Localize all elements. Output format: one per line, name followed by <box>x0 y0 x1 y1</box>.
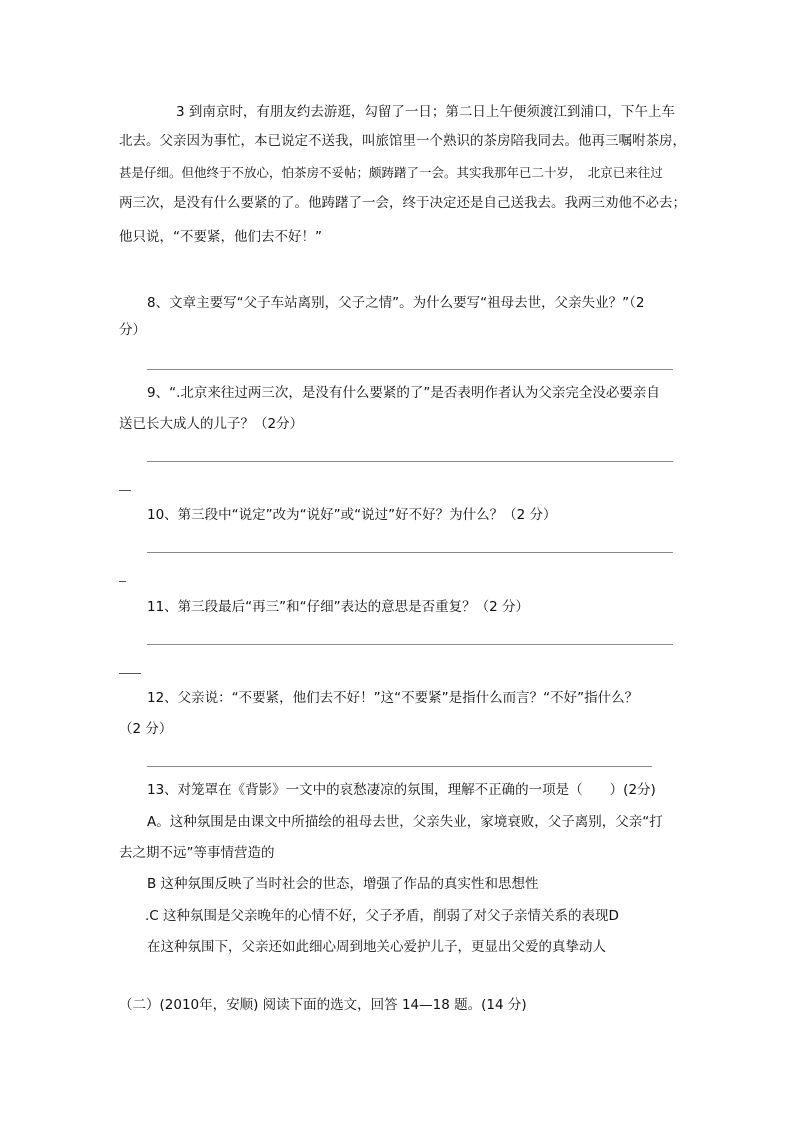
passage-line-1: 3 到南京时，有朋友约去游逛，勾留了一日；第二日上午便须渡江到浦口，下午上车 <box>176 104 675 120</box>
answer-line-11 <box>147 644 673 645</box>
question-12-line-1: 12、父亲说：“不要紧，他们去不好！”这“不要紧”是指什么而言？“不好”指什么？ <box>147 690 639 706</box>
question-8-line-1: 8、文章主要写“父子车站离别，父子之情”。为什么要写“祖母去世，父亲失业？”（2 <box>147 295 645 311</box>
answer-line-10 <box>147 552 673 553</box>
passage-line-2: 北去。父亲因为事忙，本已说定不送我，叫旅馆里一个熟识的茶房陪我同去。他再三嘱咐茶房， <box>119 133 686 149</box>
question-12-line-2: （2 分） <box>119 721 173 737</box>
answer-line-8 <box>147 369 673 370</box>
question-13-stem: 13、对笼罩在《背影》一文中的哀愁凄凉的氛围，理解不正确的一项是（ ）(2分) <box>147 782 656 798</box>
question-13-option-b: B 这种氛围反映了当时社会的世态，增强了作品的真实性和思想性 <box>147 876 539 892</box>
passage-line-5: 他只说，“不要紧，他们去不好！” <box>119 229 322 245</box>
question-10-line: 10、第三段中“说定”改为“说好”或“说过”好不好？为什么？（2 分） <box>147 507 557 523</box>
section-2-heading: （二）(2010年，安顺) 阅读下面的选文，回答 14—18 题。(14 分) <box>119 997 527 1013</box>
margin-dash-11 <box>119 673 141 674</box>
question-13-option-d: 在这种氛围下，父亲还如此细心周到地关心爱护儿子，更显出父爱的真挚动人 <box>147 939 606 955</box>
question-13-option-a-line-2: 去之期不远”等事情营造的 <box>119 845 275 861</box>
question-8-line-2: 分） <box>119 322 146 338</box>
margin-dash-9 <box>119 490 131 491</box>
question-9-line-2: 送已长大成人的儿子？（2分） <box>119 416 304 432</box>
passage-line-3: 甚是仔细。但他终于不放心，怕茶房不妥帖；颇踌躇了一会。其实我那年已二十岁， 北京已来往过 <box>119 165 663 180</box>
answer-line-12 <box>147 766 652 767</box>
question-9-line-1: 9、“.北京来往过两三次，是没有什么要紧的了”是否表明作者认为父亲完全没必要亲自 <box>147 385 660 401</box>
question-13-option-c: .C 这种氛围是父亲晚年的心情不好，父子矛盾，削弱了对父子亲情关系的表现D <box>145 908 619 924</box>
answer-line-9 <box>147 461 673 462</box>
question-11-line: 11、第三段最后“再三”和“仔细”表达的意思是否重复？（2 分） <box>147 599 530 615</box>
passage-line-4: 两三次，是没有什么要紧的了。他踌躇了一会，终于决定还是自己送我去。我两三劝他不必去； <box>119 195 686 211</box>
margin-dash-10 <box>119 581 126 582</box>
question-13-option-a-line-1: A。这种氛围是由课文中所描绘的祖母去世，父亲失业，家境衰败，父子离别，父亲“打 <box>147 814 663 830</box>
